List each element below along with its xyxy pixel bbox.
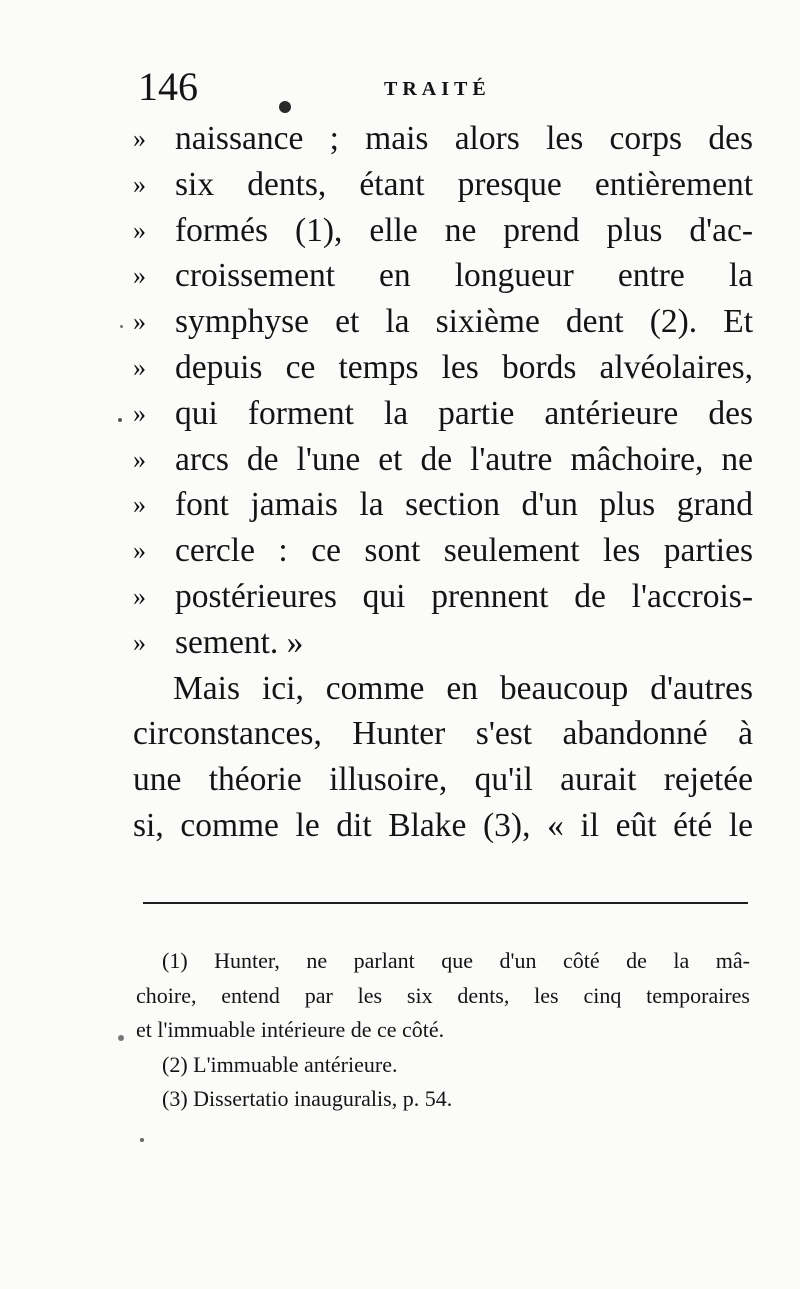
page-header (138, 62, 750, 112)
ink-speck (118, 418, 122, 422)
footnote-line: (3) Dissertatio inauguralis, p. 54. (162, 1086, 453, 1111)
footnotes (136, 944, 750, 1117)
text-line: » symphyse et la sixième dent (2). Et (133, 299, 753, 345)
quote-mark: » (133, 536, 146, 566)
text-line: » formés (1), elle ne prend plus d'ac- (133, 208, 753, 254)
text-line: une théorie illusoire, qu'il aurait rejetée (133, 761, 753, 799)
text-line: » postérieures qui prennent de l'accrois- (133, 574, 753, 620)
quote-mark: » (133, 352, 146, 382)
ink-speck (279, 101, 291, 113)
text-line: » croissement en longueur entre la (133, 253, 753, 299)
ink-speck (118, 1035, 124, 1041)
quote-mark: » (133, 261, 146, 291)
footnote-line: et l'immuable intérieure de ce côté. (136, 1017, 445, 1042)
footnote-line: (1) Hunter, ne parlant que d'un côté de la mâ- (162, 948, 750, 973)
text-line: » arcs de l'une et de l'autre mâchoire, ne (133, 437, 753, 483)
text-line: » naissance ; mais alors les corps des (133, 116, 753, 162)
ink-speck (120, 325, 123, 328)
quote-mark: » (133, 627, 146, 657)
text-line: » font jamais la section d'un plus grand (133, 482, 753, 528)
text-line: » depuis ce temps les bords alvéolaires, (133, 345, 753, 391)
text-line: » cercle : ce sont seulement les parties (133, 528, 753, 574)
text-line: » qui forment la partie antérieure des (133, 391, 753, 437)
quote-mark: » (133, 581, 146, 611)
footnote-divider (143, 902, 748, 904)
ink-speck (140, 1138, 144, 1142)
footnote-line: choire, entend par les six dents, les cinq temporaires (136, 982, 750, 1008)
text-line: circonstances, Hunter s'est abandonné à (133, 715, 753, 753)
text-line: » six dents, étant presque entièrement (133, 162, 753, 208)
quote-mark: » (133, 307, 146, 337)
running-head: TRAITÉ (384, 78, 491, 100)
quote-mark: » (133, 444, 146, 474)
text-line: Mais ici, comme en beaucoup d'autres (173, 669, 753, 707)
text-line: » sement. » (133, 620, 753, 666)
quote-mark: » (133, 398, 146, 428)
quote-mark: » (133, 124, 146, 153)
quote-mark: » (133, 215, 146, 245)
quote-mark: » (133, 490, 146, 520)
page-number: 146 (138, 64, 198, 109)
quote-mark: » (133, 169, 146, 199)
main-text (133, 116, 753, 849)
footnote-line: (2) L'immuable antérieure. (162, 1051, 398, 1077)
text-line: si, comme le dit Blake (3), « il eût été le (133, 806, 753, 844)
